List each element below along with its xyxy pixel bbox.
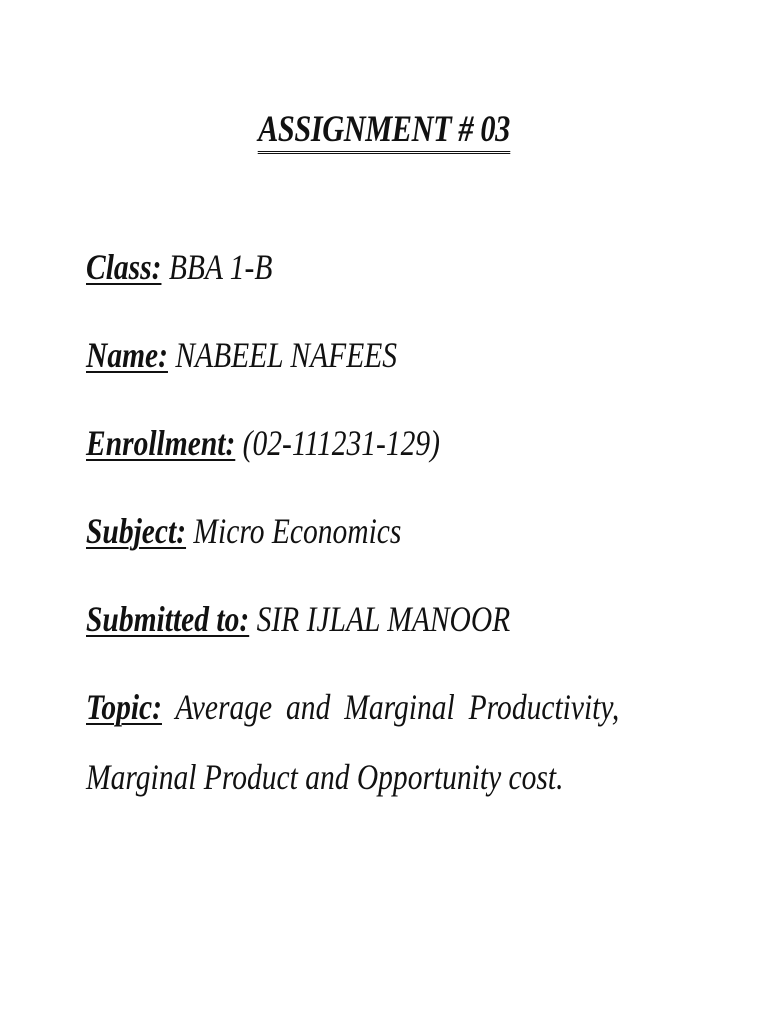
enrollment-value: (02-111231-129) [242,423,440,463]
enrollment-row [86,422,440,465]
topic-continuation-row [86,756,563,799]
topic-label: Topic: [86,687,162,727]
subject-row [86,510,401,553]
topic-value-line1: Average and Marginal Productivity, [175,687,620,727]
class-row [86,246,272,289]
subject-value: Micro Economics [193,511,402,551]
enrollment-label: Enrollment: [86,423,236,463]
name-value: NABEEL NAFEES [175,335,398,375]
assignment-title [69,108,699,151]
assignment-title-text: ASSIGNMENT # 03 [258,109,510,154]
topic-value-line2: Marginal Product and Opportunity cost. [86,757,564,797]
submitted-to-value: SIR IJLAL MANOOR [256,599,511,639]
class-value: BBA 1-B [168,247,273,287]
submitted-to-label: Submitted to: [86,599,250,639]
name-label: Name: [86,335,168,375]
name-row [86,334,397,377]
subject-label: Subject: [86,511,187,551]
topic-row [86,686,619,729]
class-label: Class: [86,247,162,287]
submitted-to-row [86,598,510,641]
